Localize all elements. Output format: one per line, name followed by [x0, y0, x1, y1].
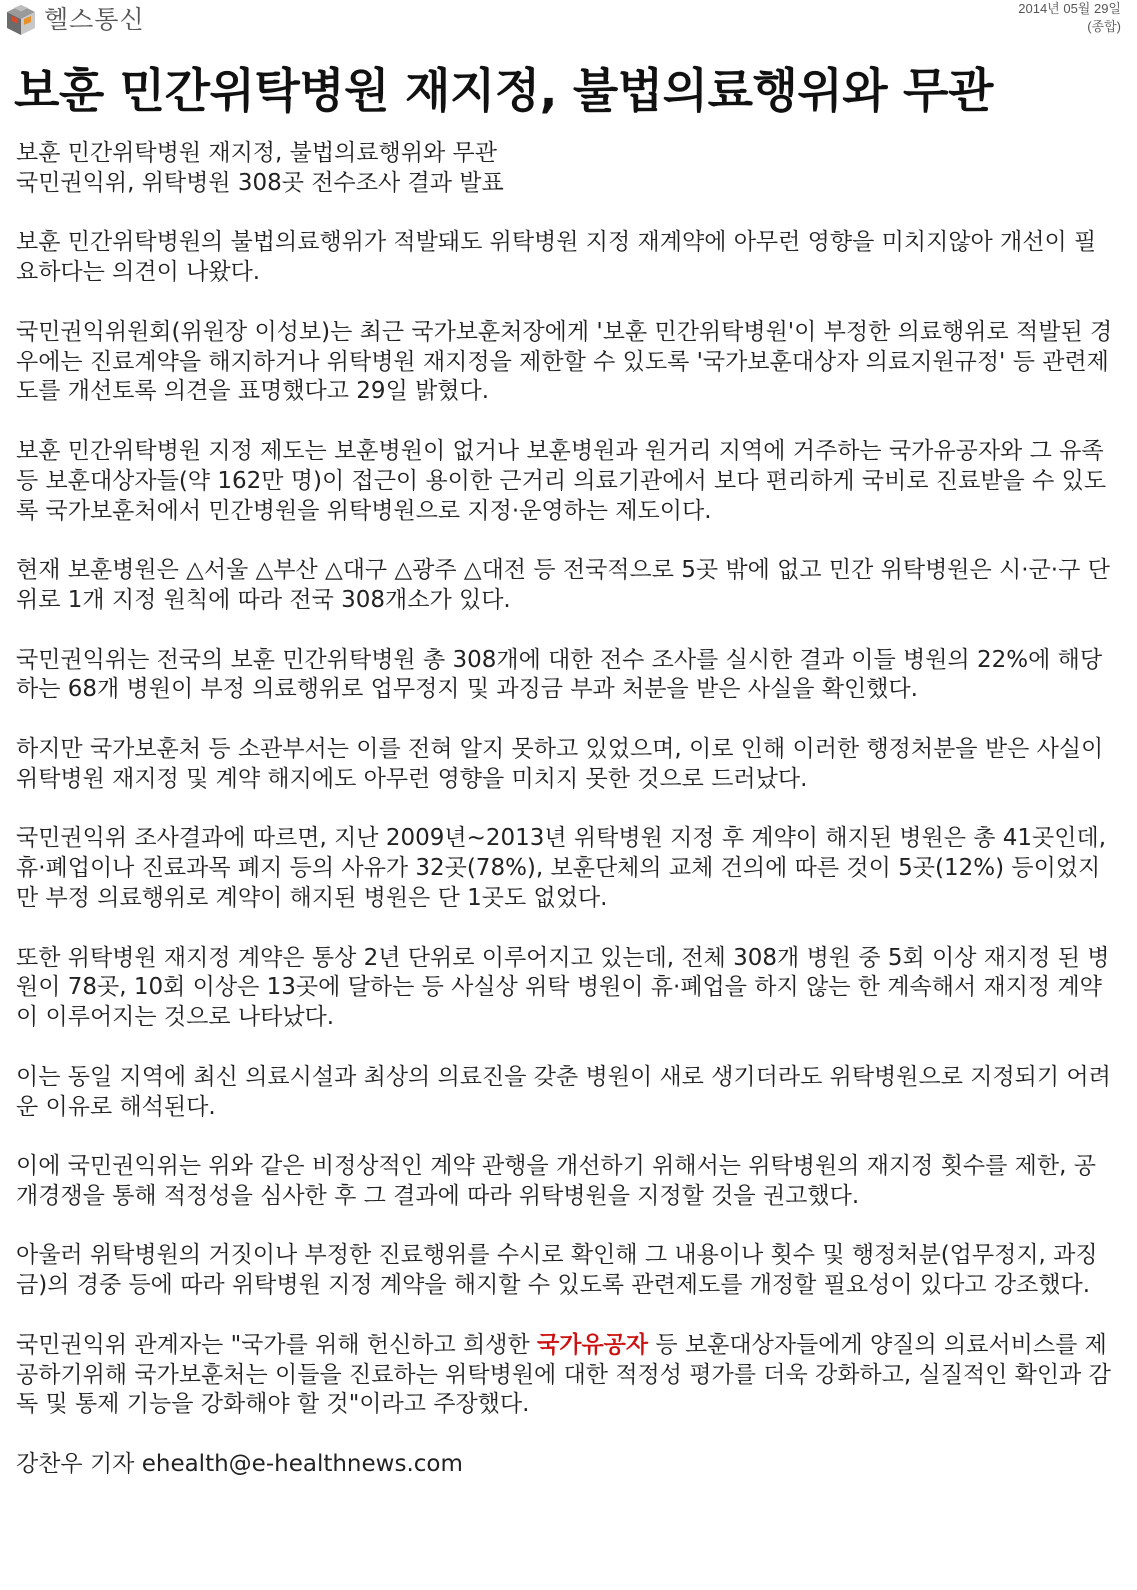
- quote-paragraph: [16, 1331, 1114, 1420]
- dateline: [1018, 0, 1121, 36]
- article-paragraph: 또한 위탁병원 재지정 계약은 통상 2년 단위로 이루어지고 있는데, 전체 308개 병원 중 5회 이상 재지정 된 병원이 78곳, 10회 이상은 13곳에 달하는 등 사실상 위탁 병원이 휴·폐업을 하지 않는 한 계속해서 재지정 계약이 이루어지는 것으로 나타났다.: [16, 944, 1110, 1031]
- article-paragraph: 보훈 민간위탁병원 지정 제도는 보훈병원이 없거나 보훈병원과 원거리 지역에 거주하는 국가유공자와 그 유족 등 보훈대상자들(약 162만 명)이 접근이 용이한 근거리 의료기관에서 보다 편리하게 국비로 진료받을 수 있도록 국가보훈처에서 민간병원을 위탁병원으로 지정·운영하는 제도이다.: [16, 437, 1107, 524]
- article-paragraph: 아울러 위탁병원의 거짓이나 부정한 진료행위를 수시로 확인해 그 내용이나 횟수 및 행정처분(업무정지, 과징금)의 경중 등에 따라 위탁병원 지정 계약을 해지할 수 있도록 관련제도를 개정할 필요성이 있다고 강조했다.: [16, 1242, 1098, 1299]
- article-paragraph: 보훈 민간위탁병원의 불법의료행위가 적발돼도 위탁병원 지정 재계약에 아무런 영향을 미치지않아 개선이 필요하다는 의견이 나왔다.: [16, 229, 1097, 286]
- subtitle-line: 국민권익위, 위탁병원 308곳 전수조사 결과 발표: [16, 169, 504, 196]
- article-paragraph: 이에 국민권익위는 위와 같은 비정상적인 계약 관행을 개선하기 위해서는 위탁병원의 재지정 횟수를 제한, 공개경쟁을 통해 적정성을 심사한 후 그 결과에 따라 위탁병원을 지정할 것을 권고했다.: [16, 1153, 1096, 1209]
- quote-text-after: 등 보훈대상자들에게 양질의 의료서비스를 제공하기위해 국가보훈처는 이들을 진료하는 위탁병원에 대한 적정성 평가를 더욱 강화하고, 실질적인 확인과 감독 및 통제 기능을 강화해야 할 것"이라고 주장했다.: [16, 1331, 1111, 1418]
- subtitle-line: 보훈 민간위탁병원 재지정, 불법의료행위와 무관: [16, 140, 497, 166]
- reporter-byline: 강찬우 기자 ehealth@e-healthnews.com: [16, 1451, 463, 1478]
- logo-text: 헬스통신: [44, 5, 145, 34]
- section-label: (종합): [1087, 19, 1121, 34]
- article-headline: 보훈 민간위탁병원 재지정, 불법의료행위와 무관: [14, 64, 993, 119]
- article-paragraph: 현재 보훈병원은 △서울 △부산 △대구 △광주 △대전 등 전국적으로 5곳 밖에 없고 민간 위탁병원은 시·군·구 단위로 1개 지정 원칙에 따라 전국 308개소가 있다.: [16, 557, 1110, 613]
- article-paragraph: 이는 동일 지역에 최신 의료시설과 최상의 의료진을 갖춘 병원이 새로 생기더라도 위탁병원으로 지정되기 어려운 이유로 해석된다.: [16, 1063, 1111, 1120]
- highlighted-keyword-link[interactable]: 국가유공자: [537, 1331, 649, 1358]
- subtitle-block: [16, 139, 1114, 199]
- article-paragraph: 국민권익위 조사결과에 따르면, 지난 2009년~2013년 위탁병원 지정 후 계약이 해지된 병원은 총 41곳인데, 휴·폐업이나 진료과목 폐지 등의 사유가 32곳(78%), 보훈단체의 교체 건의에 따른 것이 5곳(12%) 등이었지만 부정 의료행위로 계약이 해지된 병원은 단 1곳도 없었다.: [16, 825, 1107, 911]
- quote-text-before: 국민권익위 관계자는 "국가를 위해 헌신하고 희생한: [16, 1331, 538, 1358]
- article-paragraph: 국민권익위원회(위원장 이성보)는 최근 국가보훈처장에게 '보훈 민간위탁병원'이 부정한 의료행위로 적발된 경우에는 진료계약을 해지하거나 위탁병원 재지정을 제한할 수 있도록 '국가보훈대상자 의료지원규정' 등 관련제도를 개선토록 의견을 표명했다고 29일 밝혔다.: [16, 318, 1113, 405]
- article-paragraph: 하지만 국가보훈처 등 소관부서는 이를 전혀 알지 못하고 있었으며, 이로 인해 이러한 행정처분을 받은 사실이 위탁병원 재지정 및 계약 해지에도 아무런 영향을 미치지 못한 것으로 드러났다.: [16, 735, 1104, 792]
- masthead: [0, 0, 1137, 50]
- logo[interactable]: [4, 3, 145, 37]
- publish-date: 2014년 05월 29일: [1018, 1, 1121, 16]
- cube-logo-icon: [4, 3, 38, 37]
- article-body: [16, 139, 1114, 1510]
- article-paragraph: 국민권익위는 전국의 보훈 민간위탁병원 총 308개에 대한 전수 조사를 실시한 결과 이들 병원의 22%에 해당하는 68개 병원이 부정 의료행위로 업무정지 및 과징금 부과 처분을 받은 사실을 확인했다.: [16, 646, 1103, 703]
